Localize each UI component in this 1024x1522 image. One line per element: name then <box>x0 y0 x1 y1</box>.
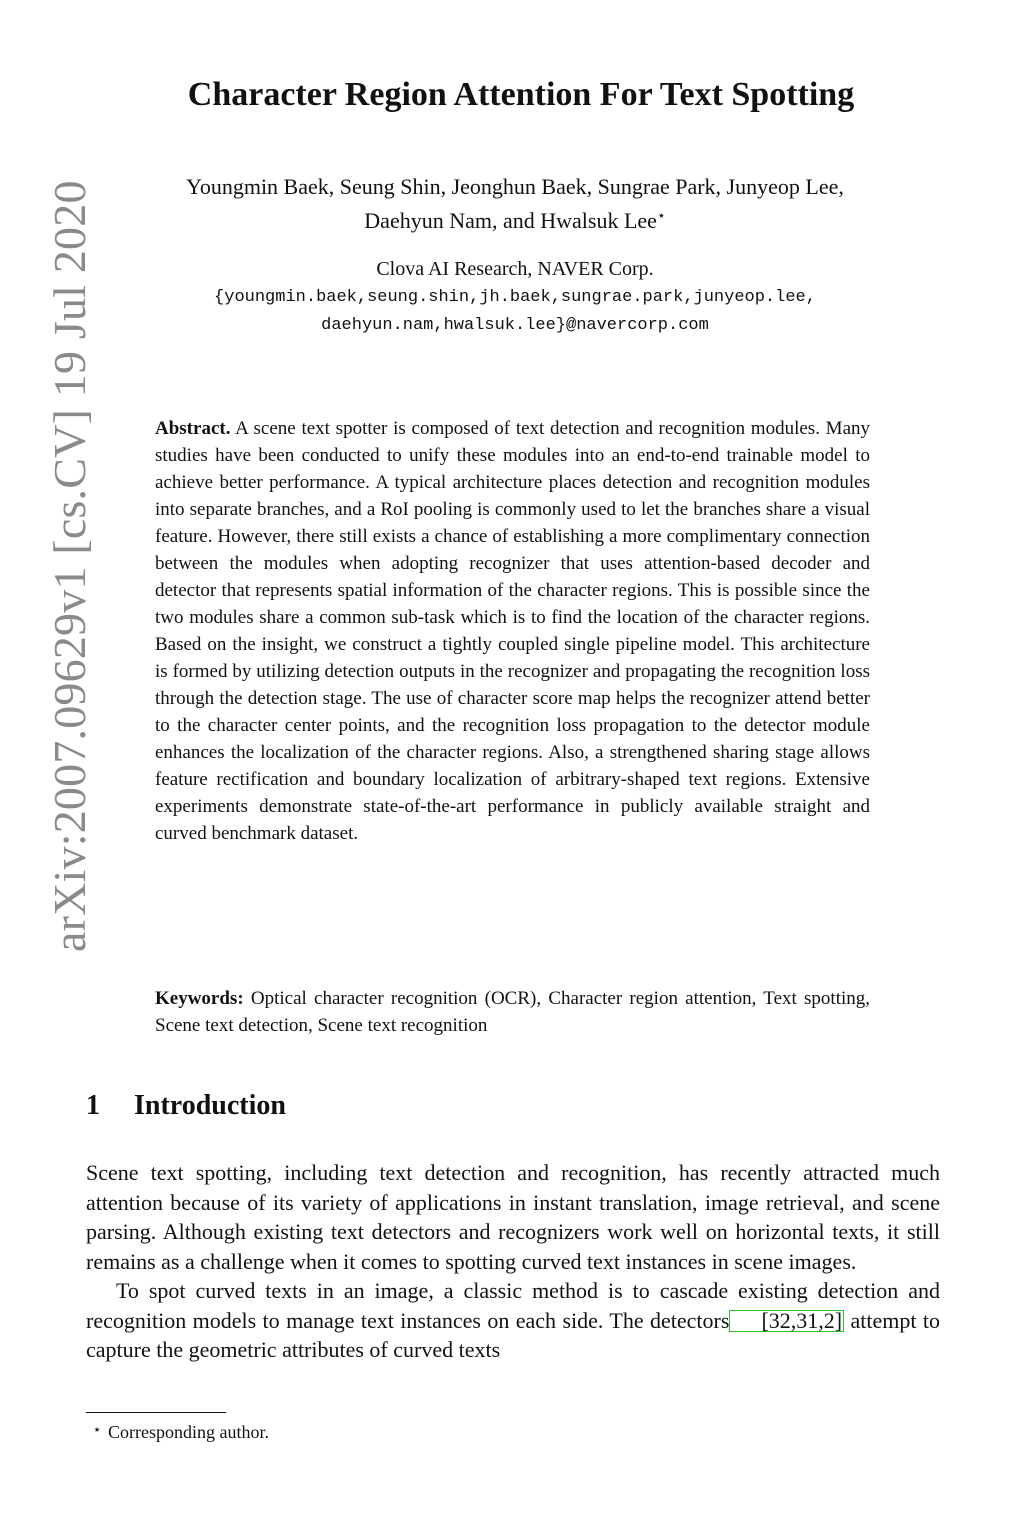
citation-link[interactable]: [32,31,2] <box>729 1310 844 1332</box>
introduction-body <box>86 1158 940 1365</box>
footnote <box>86 1418 686 1445</box>
keywords-text: Optical character recognition (OCR), Character region attention, Text spotting, Scene text detection, Scene text recognition <box>155 988 870 1036</box>
abstract-label: Abstract. <box>155 418 231 439</box>
keywords <box>155 985 870 1039</box>
authors-line-2 <box>100 202 930 236</box>
authors-line-1: Youngmin Baek, Seung Shin, Jeonghun Baek, Sungrae Park, Junyeop Lee, <box>186 174 844 199</box>
emails-line-1: {youngmin.baek,seung.shin,jh.baek,sungrae.park,junyeop.lee, <box>214 288 816 307</box>
arxiv-identifier-stamp <box>42 92 98 952</box>
abstract <box>155 415 870 847</box>
corresponding-author-mark: ⋆ <box>656 209 666 224</box>
footnote-divider <box>86 1412 226 1413</box>
authors-line-2-text: Daehyun Nam, and Hwalsuk Lee <box>364 208 657 233</box>
arxiv-stamp-text: arXiv:2007.09629v1 [cs.CV] 19 Jul 2020 <box>44 180 95 952</box>
section-heading-introduction <box>86 1090 686 1122</box>
section-title: Introduction <box>134 1090 286 1121</box>
keywords-label: Keywords: <box>155 988 244 1009</box>
author-emails <box>100 284 930 340</box>
author-list <box>100 172 930 236</box>
intro-paragraph-2 <box>86 1276 940 1365</box>
intro-paragraph-1: Scene text spotting, including text detection and recognition, has recently attracted much attention because of its variety of applications in instant translation, image retrieval, and scene parsing. Although existing text detectors and recognizers work well on horizontal texts, it still remains as a challenge when it comes to spotting curved text instances in scene images. <box>86 1160 940 1274</box>
footnote-text: Corresponding author. <box>108 1422 269 1442</box>
intro-p2-after: attempt to capture the geometric attributes of curved texts <box>86 1307 941 1362</box>
abstract-text: A scene text spotter is composed of text detection and recognition modules. Many studies have been conducted to unify these modules into an end-to-end trainable model to achieve better performance. A typical architecture places detection and recognition modules into separate branches, and a RoI pooling is commonly used to let the branches share a visual feature. However, there still exists a chance of establishing a more complimentary connection between the modules when adopting recognizer that uses attention-based decoder and detector that represents spatial information of the character regions. This is possible since the two modules share a common sub-task which is to find the location of the character regions. Based on the insight, we construct a tightly coupled single pipeline model. This architecture is formed by utilizing detection outputs in the recognizer and propagating the recognition loss through the detection stage. The use of character score map helps the recognizer attend better to the character center points, and the recognition loss propagation to the detector module enhances the localization of the character regions. Also, a strengthened sharing stage allows feature rectification and boundary localization of arbitrary-shaped text regions. Extensive experiments demonstrate state-of-the-art performance in publicly available straight and curved benchmark dataset. <box>155 418 870 844</box>
section-number: 1 <box>86 1090 100 1121</box>
affiliation: Clova AI Research, NAVER Corp. <box>376 258 654 280</box>
paper-title: Character Region Attention For Text Spotting <box>187 76 855 113</box>
footnote-mark: ⋆ <box>92 1423 102 1438</box>
intro-p2-before: To spot curved texts in an image, a classic method is to cascade existing detection and recognition models to manage text instances on each side. The detectors <box>86 1278 940 1333</box>
emails-line-2: daehyun.nam,hwalsuk.lee}@navercorp.com <box>321 316 709 335</box>
